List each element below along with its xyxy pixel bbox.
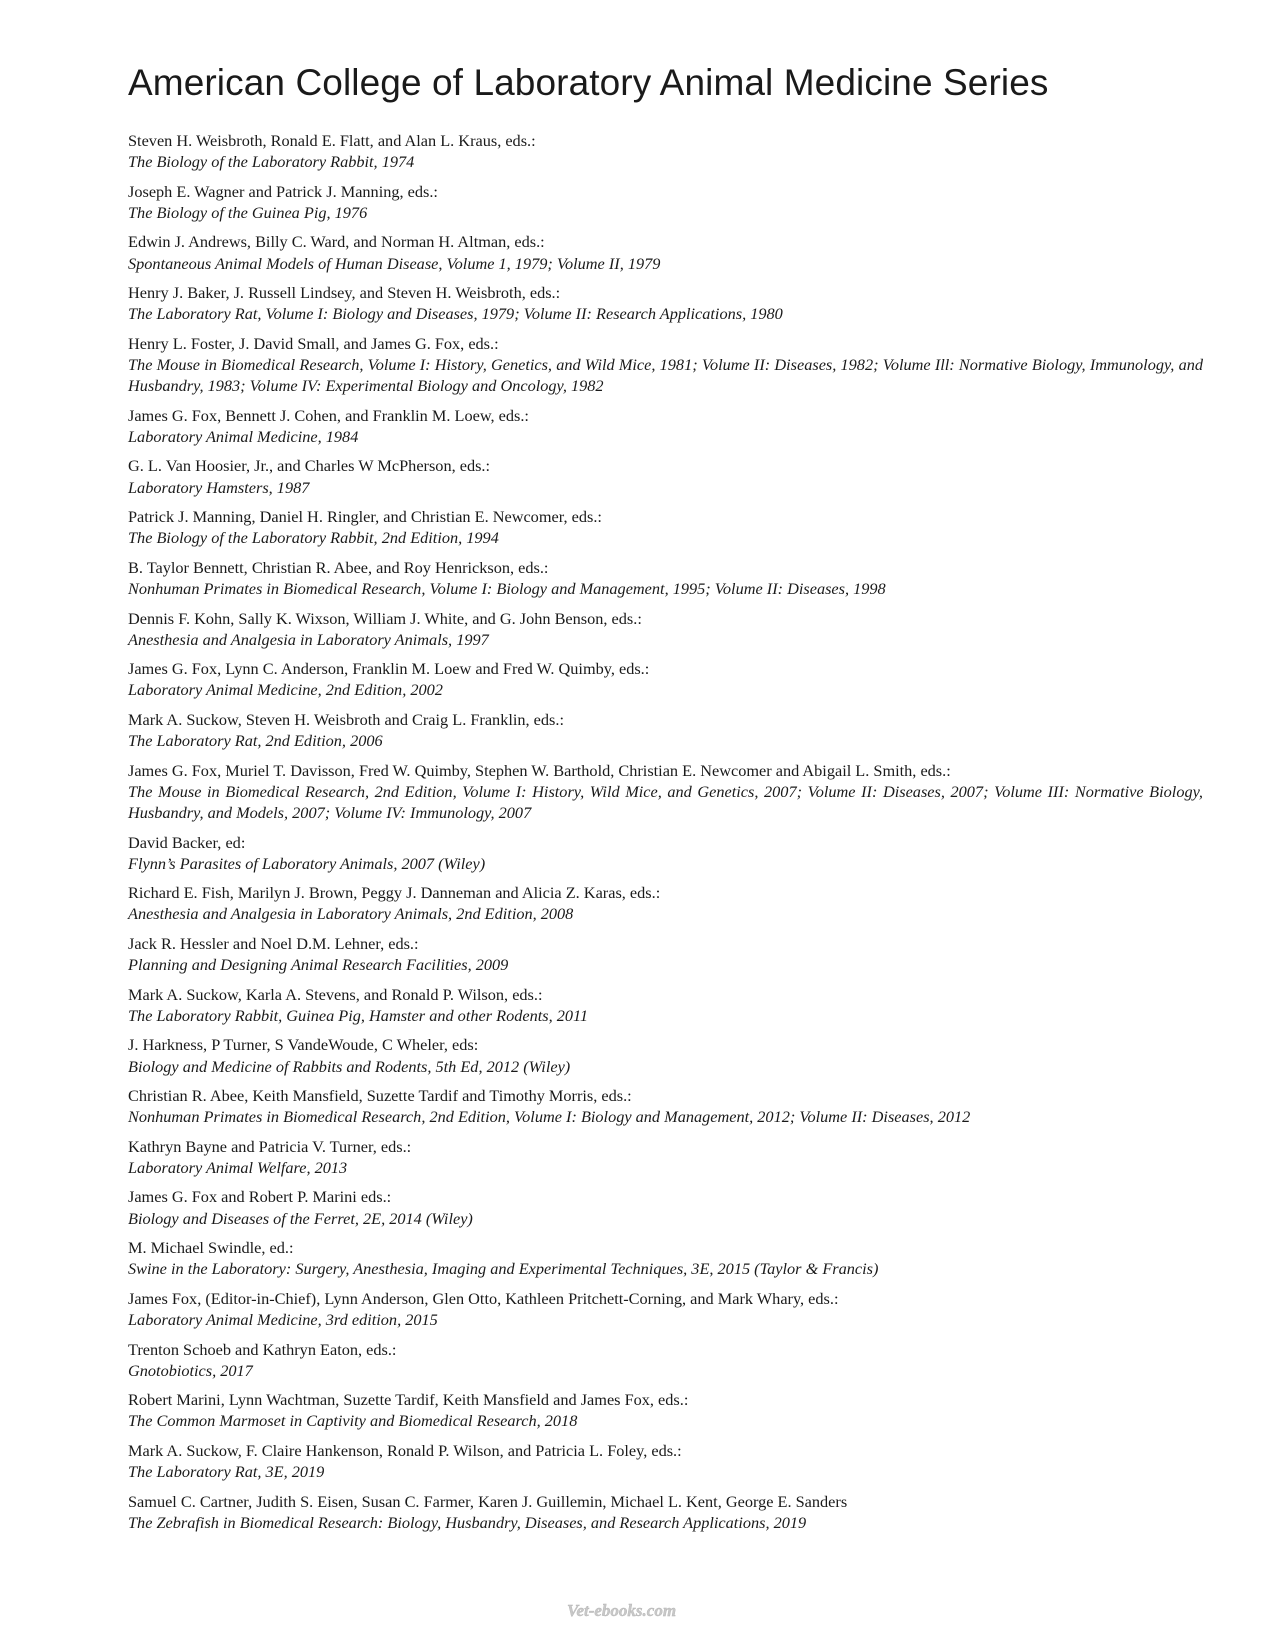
entry-work-title: The Biology of the Laboratory Rabbit, 1974 — [128, 152, 415, 172]
entry-work-title: The Laboratory Rat, 3E, 2019 — [128, 1462, 325, 1482]
series-entry — [128, 181, 1203, 223]
entry-work-title: Planning and Designing Animal Research Facilities, 2009 — [128, 955, 509, 975]
series-entry — [128, 1288, 1203, 1330]
series-entry — [128, 1237, 1203, 1279]
entry-editors: Kathryn Bayne and Patricia V. Turner, eds.: — [128, 1136, 412, 1156]
series-entry — [128, 130, 1203, 172]
entry-work-title: The Biology of the Laboratory Rabbit, 2nd Edition, 1994 — [128, 528, 499, 548]
series-entry — [128, 1389, 1203, 1431]
entry-editors: James G. Fox, Muriel T. Davisson, Fred W. Quimby, Stephen W. Barthold, Christian E. Newcomer and Abigail L. Smith, eds.: — [128, 760, 951, 780]
entry-editors: Samuel C. Cartner, Judith S. Eisen, Susan C. Farmer, Karen J. Guillemin, Michael L. Kent, George E. Sanders — [128, 1491, 848, 1511]
series-entry — [128, 231, 1203, 273]
page-title: American College of Laboratory Animal Medicine Series — [128, 62, 1049, 103]
entry-work-title: Flynn’s Parasites of Laboratory Animals, 2007 (Wiley) — [128, 853, 486, 873]
series-entry — [128, 933, 1203, 975]
entry-work-title: Spontaneous Animal Models of Human Disease, Volume 1, 1979; Volume II, 1979 — [128, 253, 661, 273]
series-entry — [128, 506, 1203, 548]
entry-editors: Trenton Schoeb and Kathryn Eaton, eds.: — [128, 1339, 397, 1359]
watermark-logo — [567, 1598, 717, 1622]
series-entry — [128, 709, 1203, 751]
entry-editors: Patrick J. Manning, Daniel H. Ringler, and Christian E. Newcomer, eds.: — [128, 507, 602, 527]
entry-work-title: The Biology of the Guinea Pig, 1976 — [128, 202, 368, 222]
entry-editors: G. L. Van Hoosier, Jr., and Charles W McPherson, eds.: — [128, 456, 491, 476]
entry-editors: Richard E. Fish, Marilyn J. Brown, Peggy J. Danneman and Alicia Z. Karas, eds.: — [128, 883, 661, 903]
entry-work-title: Nonhuman Primates in Biomedical Research, Volume I: Biology and Management, 1995; Volume II: Diseases, 1998 — [128, 579, 886, 599]
series-entry — [128, 658, 1203, 700]
entry-editors: Mark A. Suckow, Steven H. Weisbroth and Craig L. Franklin, eds.: — [128, 709, 564, 729]
entry-editors: M. Michael Swindle, ed.: — [128, 1238, 294, 1258]
entry-editors: James G. Fox, Lynn C. Anderson, Franklin M. Loew and Fred W. Quimby, eds.: — [128, 659, 650, 679]
series-entry — [128, 1339, 1203, 1381]
entry-editors: Jack R. Hessler and Noel D.M. Lehner, eds.: — [128, 933, 419, 953]
entry-editors: J. Harkness, P Turner, S VandeWoude, C Wheler, eds: — [128, 1035, 479, 1055]
entry-editors: Henry J. Baker, J. Russell Lindsey, and Steven H. Weisbroth, eds.: — [128, 283, 561, 303]
entry-editors: Joseph E. Wagner and Patrick J. Manning, eds.: — [128, 181, 438, 201]
series-entry — [128, 282, 1203, 324]
entry-editors: Robert Marini, Lynn Wachtman, Suzette Tardif, Keith Mansfield and James Fox, eds.: — [128, 1390, 689, 1410]
entry-work-title: The Mouse in Biomedical Research, 2nd Edition, Volume I: History, Wild Mice, and Genetics, 2007; Volume II: Diseases, 2007; Volume III: Normative Biology, Husbandry, and Models, 2007; Volume IV: Immunology, 2007 — [128, 781, 1203, 823]
entry-work-title: Laboratory Animal Medicine, 3rd edition, 2015 — [128, 1310, 438, 1330]
entry-editors: James G. Fox, Bennett J. Cohen, and Franklin M. Loew, eds.: — [128, 405, 529, 425]
series-entry — [128, 1440, 1203, 1482]
entry-editors: David Backer, ed: — [128, 832, 246, 852]
series-entry — [128, 1136, 1203, 1178]
entry-work-title: Anesthesia and Analgesia in Laboratory Animals, 2nd Edition, 2008 — [128, 904, 574, 924]
entry-editors: Henry L. Foster, J. David Small, and James G. Fox, eds.: — [128, 333, 499, 353]
entry-editors: Steven H. Weisbroth, Ronald E. Flatt, and Alan L. Kraus, eds.: — [128, 131, 536, 150]
series-entry — [128, 760, 1203, 824]
entry-work-title: Laboratory Hamsters, 1987 — [128, 477, 310, 497]
entry-work-title: Gnotobiotics, 2017 — [128, 1360, 253, 1380]
entry-editors: James Fox, (Editor-in-Chief), Lynn Anderson, Glen Otto, Kathleen Pritchett-Corning, and Mark Whary, eds.: — [128, 1288, 839, 1308]
series-entry — [128, 1491, 1203, 1533]
entry-work-title: Swine in the Laboratory: Surgery, Anesthesia, Imaging and Experimental Techniques, 3E, 2015 (Taylor & Francis) — [128, 1259, 879, 1279]
entry-editors: Mark A. Suckow, F. Claire Hankenson, Ronald P. Wilson, and Patricia L. Foley, eds.: — [128, 1440, 682, 1460]
entry-editors: B. Taylor Bennett, Christian R. Abee, and Roy Henrickson, eds.: — [128, 557, 549, 577]
series-entry — [128, 608, 1203, 650]
entry-work-title: Anesthesia and Analgesia in Laboratory Animals, 1997 — [128, 629, 489, 649]
series-entry — [128, 405, 1203, 447]
entry-work-title: Laboratory Animal Welfare, 2013 — [128, 1157, 348, 1177]
series-entry — [128, 557, 1203, 599]
entry-editors: Dennis F. Kohn, Sally K. Wixson, William J. White, and G. John Benson, eds.: — [128, 608, 642, 628]
entry-work-title: Laboratory Animal Medicine, 1984 — [128, 426, 359, 446]
entry-work-title: The Laboratory Rat, 2nd Edition, 2006 — [128, 731, 383, 751]
entry-work-title: Biology and Medicine of Rabbits and Rodents, 5th Ed, 2012 (Wiley) — [128, 1056, 571, 1076]
entry-editors: James G. Fox and Robert P. Marini eds.: — [128, 1187, 392, 1207]
series-entry — [128, 333, 1203, 397]
series-entry — [128, 882, 1203, 924]
entry-editors: Edwin J. Andrews, Billy C. Ward, and Norman H. Altman, eds.: — [128, 232, 545, 252]
entry-work-title: The Mouse in Biomedical Research, Volume I: History, Genetics, and Wild Mice, 1981; Volume II: Diseases, 1982; Volume Ill: Normative Biology, Immunology, and Husbandry, 1983; Volume IV: Experimental Biology and Oncology, 1982 — [128, 355, 1203, 396]
entry-work-title: Laboratory Animal Medicine, 2nd Edition, 2002 — [128, 680, 443, 700]
series-entry — [128, 1085, 1203, 1127]
entry-work-title: The Common Marmoset in Captivity and Biomedical Research, 2018 — [128, 1411, 578, 1431]
entry-editors: Christian R. Abee, Keith Mansfield, Suzette Tardif and Timothy Morris, eds.: — [128, 1086, 632, 1106]
entry-work-title: The Laboratory Rat, Volume I: Biology and Diseases, 1979; Volume II: Research Applications, 1980 — [128, 304, 783, 324]
entry-editors: Mark A. Suckow, Karla A. Stevens, and Ronald P. Wilson, eds.: — [128, 984, 543, 1004]
entry-work-title: Nonhuman Primates in Biomedical Research, 2nd Edition, Volume I: Biology and Management, 2012; Volume II: Diseases, 2012 — [128, 1107, 971, 1127]
series-entry — [128, 1186, 1203, 1228]
series-entry — [128, 1034, 1203, 1076]
series-entry — [128, 832, 1203, 874]
entry-work-title: The Laboratory Rabbit, Guinea Pig, Hamster and other Rodents, 2011 — [128, 1005, 589, 1025]
entry-work-title: Biology and Diseases of the Ferret, 2E, 2014 (Wiley) — [128, 1208, 473, 1228]
entry-work-title: The Zebrafish in Biomedical Research: Biology, Husbandry, Diseases, and Research Applications, 2019 — [128, 1512, 807, 1532]
series-entry — [128, 455, 1203, 497]
series-entry — [128, 984, 1203, 1026]
series-list — [128, 130, 1203, 1541]
watermark-text: Vet-ebooks.com — [567, 1601, 677, 1620]
